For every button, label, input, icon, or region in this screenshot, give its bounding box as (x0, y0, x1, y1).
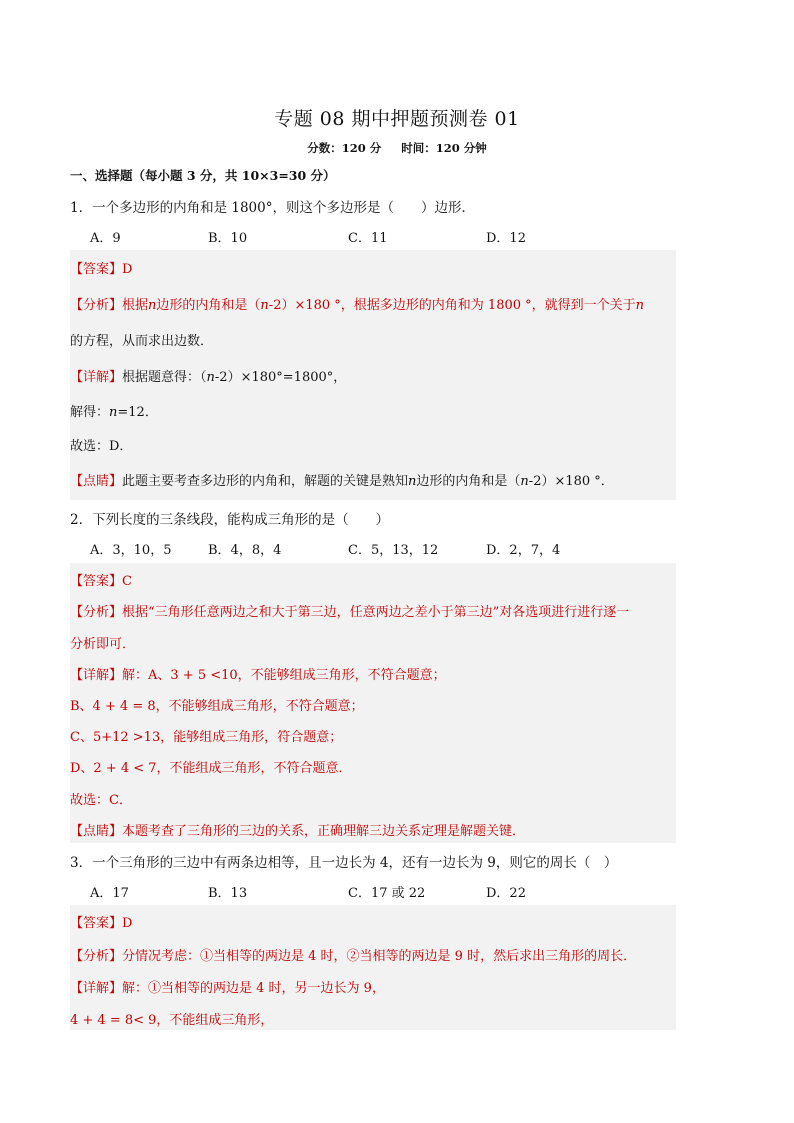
q2-analysis-line2: 分析即可． (70, 637, 136, 652)
q1-detail: 【详解】根据题意得：（n-2）×180°=1800°， (70, 370, 347, 385)
question-2-stem: 2．下列长度的三条线段，能构成三角形的是（ ） (70, 512, 390, 528)
q3-option-a: A．17 (90, 886, 129, 901)
q2-detail-1: 【详解】解：A、3 + 5 <10，不能够组成三角形，不符合题意； (70, 668, 446, 683)
q2-detail-3: C、5+12 >13，能够组成三角形，符合题意； (70, 730, 343, 745)
score-info: 分数：120 分 (307, 141, 382, 155)
q1-option-d: D．12 (486, 231, 526, 246)
q1-analysis-line1: 【分析】根据n边形的内角和是（n-2）×180 °，根据多边形的内角和为 1800 °，就得到一个关于n (70, 298, 645, 313)
page-title: 专题 08 期中押题预测卷 01 (274, 108, 520, 130)
q3-answer: 【答案】D (70, 916, 133, 931)
q2-detail-2: B、4 + 4 = 8，不能够组成三角形，不符合题意； (70, 699, 364, 714)
q2-point: 【点睛】本题考查了三角形的三边的关系，正确理解三边关系定理是解题关键． (70, 824, 526, 839)
q3-detail-1: 【详解】解：①当相等的两边是 4 时，另一边长为 9， (70, 981, 385, 996)
question-3-stem: 3．一个三角形的三边中有两条边相等，且一边长为 4，还有一边长为 9，则它的周长（ ） (70, 855, 618, 871)
q2-analysis-line1: 【分析】根据“三角形任意两边之和大于第三边，任意两边之差小于第三边”对各选项进行进行逐一 (70, 605, 630, 620)
q3-option-b: B．13 (208, 886, 248, 901)
q3-option-c: C．17 或 22 (348, 886, 426, 901)
q3-detail-2: 4 + 4 = 8< 9，不能组成三角形， (70, 1013, 274, 1028)
q2-choose: 故选：C． (70, 793, 132, 808)
q2-option-d: D．2，7，4 (486, 543, 561, 558)
q1-answer: 【答案】D (70, 262, 133, 277)
q3-option-d: D．22 (486, 886, 526, 901)
exam-meta (0, 140, 794, 156)
q1-option-c: C．11 (348, 231, 388, 246)
q1-analysis-line2: 的方程，从而求出边数． (70, 334, 214, 349)
q1-point: 【点睛】此题主要考查多边形的内角和，解题的关键是熟知n边形的内角和是（n-2）×180 °． (70, 474, 614, 489)
q2-answer: 【答案】C (70, 574, 132, 589)
time-info: 时间：120 分钟 (401, 141, 487, 155)
q3-analysis: 【分析】分情况考虑：①当相等的两边是 4 时，②当相等的两边是 9 时，然后求出三角形的周长． (70, 949, 637, 964)
question-1-stem: 1．一个多边形的内角和是 1800°，则这个多边形是（ ）边形． (70, 200, 475, 216)
section-title: 一、选择题（每小题 3 分，共 10×3=30 分） (70, 168, 336, 183)
q2-detail-4: D、2 + 4 < 7，不能组成三角形，不符合题意． (70, 761, 352, 776)
q1-option-a: A．9 (90, 231, 121, 246)
q1-solve: 解得：n=12． (70, 405, 158, 420)
q1-choose: 故选：D． (70, 439, 133, 454)
q1-option-b: B．10 (208, 231, 248, 246)
q2-option-c: C．5，13，12 (348, 543, 439, 558)
q2-option-a: A．3，10，5 (90, 543, 172, 558)
q2-option-b: B．4，8，4 (208, 543, 282, 558)
